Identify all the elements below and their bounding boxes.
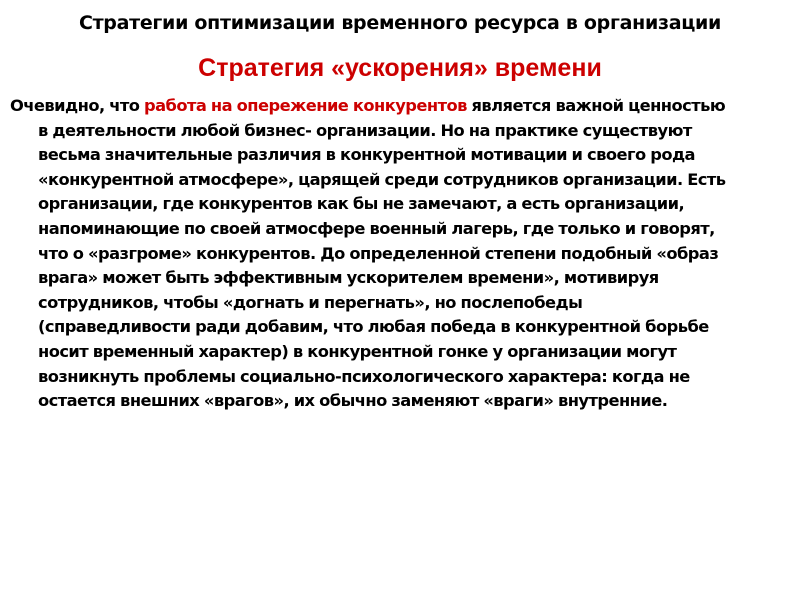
slide-subtitle: Стратегия «ускорения» времени: [198, 54, 602, 82]
body-paragraph: [10, 94, 785, 414]
highlighted-phrase: работа на опережение конкурентов: [143, 96, 467, 115]
paragraph-line: весьма значительные различия в конкурентной мотивации и своего рода: [38, 145, 695, 165]
paragraph-line-1-end: является важной ценностью: [466, 96, 726, 115]
paragraph-line: в деятельности любой бизнес- организации. Но на практике существуют: [38, 120, 692, 140]
paragraph-line-1-start: Очевидно, что: [10, 96, 144, 115]
paragraph-line: сотрудников, чтобы «догнать и перегнать», но послепобеды: [38, 292, 583, 312]
paragraph-line-1: [10, 94, 785, 119]
paragraph-line: возникнуть проблемы социально-психологического характера: когда не: [38, 366, 690, 386]
paragraph-line: «конкурентной атмосфере», царящей среди сотрудников организации. Есть: [38, 169, 726, 189]
paragraph-line: организации, где конкурентов как бы не замечают, а есть организации,: [38, 194, 685, 214]
paragraph-line: (справедливости ради добавим, что любая победа в конкурентной борьбе: [38, 317, 709, 337]
paragraph-line: напоминающие по своей атмосфере военный лагерь, где только и говорят,: [38, 218, 715, 238]
slide-title: Стратегии оптимизации временного ресурса в организации: [78, 12, 722, 34]
paragraph-line: носит временный характер) в конкурентной гонке у организации могут: [38, 341, 677, 361]
paragraph-line: врага» может быть эффективным ускорителем времени», мотивируя: [38, 268, 659, 288]
paragraph-line: что о «разгроме» конкурентов. До определенной степени подобный «образ: [38, 243, 719, 263]
paragraph-line: остается внешних «врагов», их обычно заменяют «враги» внутренние.: [38, 391, 668, 411]
